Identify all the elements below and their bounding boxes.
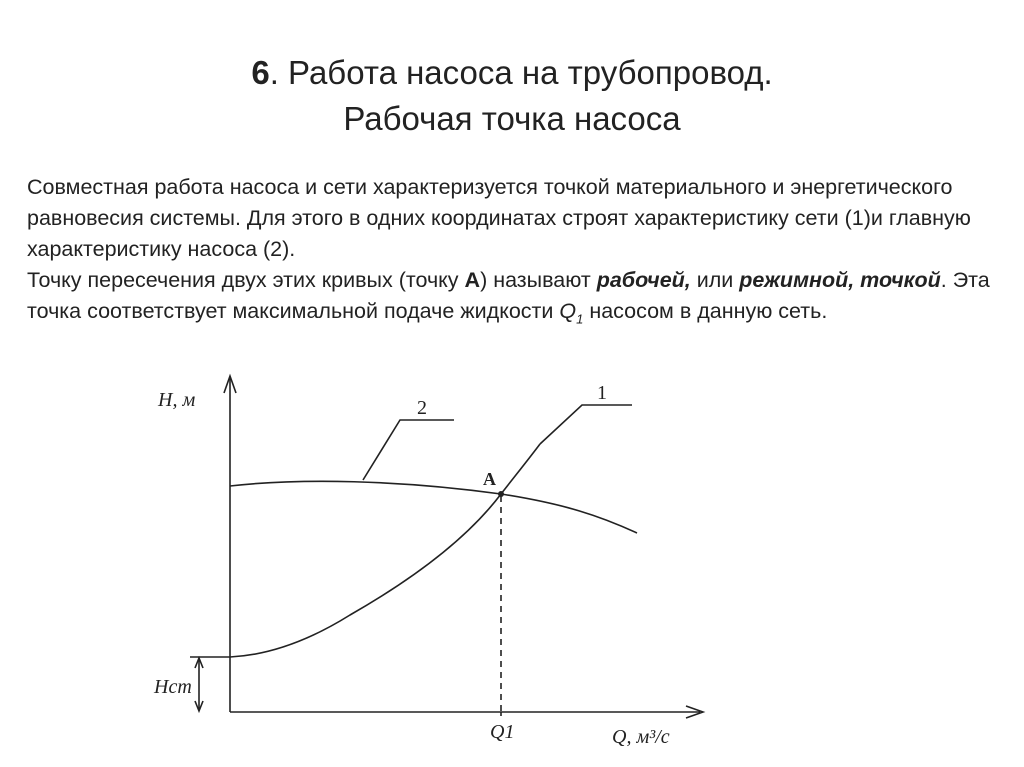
paragraph-1: Совместная работа насоса и сети характеризуется точкой материального и энергетического равновесия системы. Для этого в одних координатах строят характеристику сети (1)и главную характеристику насоса (2).	[27, 175, 971, 261]
pump-curve-label: 2	[417, 397, 427, 419]
pump-curve	[230, 481, 637, 533]
q1-label: Q1	[490, 721, 515, 743]
network-curve-label: 1	[597, 382, 607, 404]
operating-point-a	[498, 491, 504, 497]
h-static-label: Hст	[154, 676, 192, 698]
p2-part-b: ) называют	[480, 268, 597, 292]
p2-point: А	[464, 268, 481, 292]
p2-part-a: Точку пересечения двух этих кривых (точку	[27, 268, 465, 292]
p2-part-d: . Эта точка соответствует максимальной подаче жидкости	[27, 268, 990, 323]
title-number: 6	[251, 54, 270, 91]
network-curve-upper	[540, 405, 632, 444]
p2-working: рабочей,	[596, 268, 691, 292]
p2-q: Q	[559, 299, 577, 323]
title-line-1-text: . Работа насоса на трубопровод.	[269, 54, 773, 91]
point-a-label: A	[483, 469, 496, 489]
p2-mode-point: режимной, точкой	[739, 268, 941, 292]
p2-part-c: или	[690, 268, 740, 292]
y-axis-label: H, м	[158, 389, 196, 411]
title-line-2: Рабочая точка насоса	[343, 100, 681, 137]
x-axis-label: Q, м³/с	[612, 726, 670, 748]
p2-part-e: насосом в данную сеть.	[583, 299, 828, 323]
p2-q-sub: 1	[576, 311, 584, 327]
pump-curve-leader	[363, 420, 454, 480]
